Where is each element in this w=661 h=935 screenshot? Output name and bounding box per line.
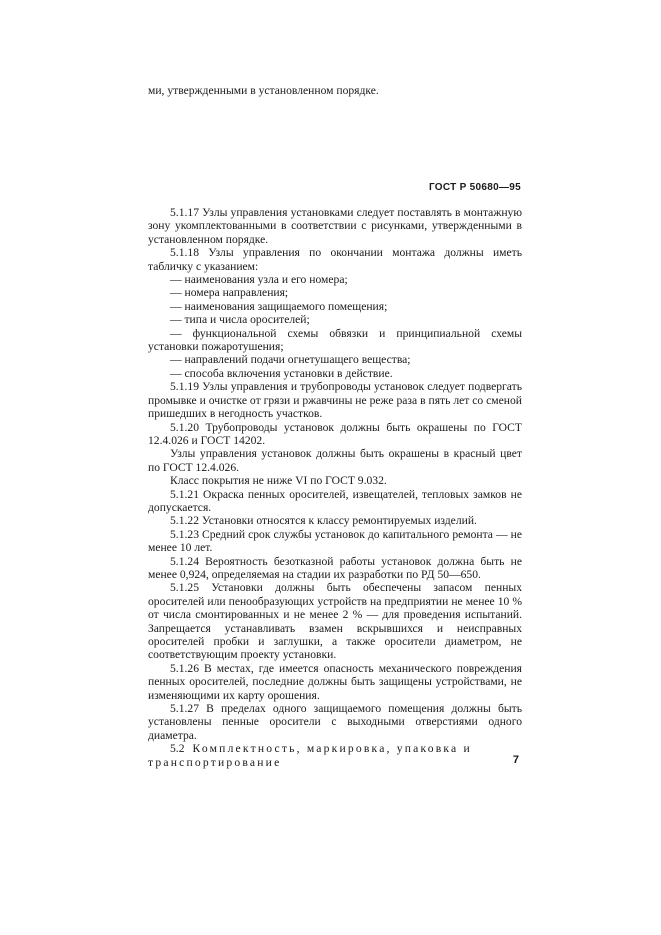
- section-number: 5.2: [170, 742, 185, 756]
- list-item: — функциональной схемы обвязки и принципиальной схемы установки пожаротушения;: [148, 326, 522, 354]
- paragraph-5-1-20: 5.1.20 Трубопроводы установок должны быть окрашены по ГОСТ 12.4.026 и ГОСТ 14202.: [148, 420, 522, 447]
- paragraph-5-1-25: 5.1.25 Установки должны быть обеспечены запасом пенных оросителей или пенообразующих устройств на предприятии не менее 10 % от числа смонтированных и не менее 2 % — для проведения испытаний. Запрещается устанавливать взамен вскрывшихся и неисправных оросителей пробки и заглушки, а также оросители диаметром, не соответствующим проекту установки.: [148, 581, 522, 662]
- paragraph-5-1-27: 5.1.27 В пределах одного защищаемого помещения должны быть установлены пенные оросители с выходными отверстиями одного диаметра.: [148, 702, 522, 742]
- section-heading-5-2: [148, 742, 522, 769]
- paragraph-continuation: ми, утвержденными в установленном порядке.: [148, 84, 379, 97]
- paragraph-5-1-20-color: Узлы управления установок должны быть окрашены в красный цвет по ГОСТ 12.4.026.: [148, 447, 522, 474]
- paragraph-5-1-24: 5.1.24 Вероятность безотказной работы установок должна быть не менее 0,924, определяемая на стадии их разработки по РД 50—650.: [148, 554, 522, 581]
- paragraph-5-1-19: 5.1.19 Узлы управления и трубопроводы установок следует подвергать промывке и очистке от грязи и ржавчины не реже раза в пять лет со сменой пришедших в негодность участков.: [148, 380, 522, 421]
- paragraph-5-1-22: 5.1.22 Установки относятся к классу ремонтируемых изделий.: [170, 514, 477, 528]
- list-item: — направлений подачи огнетушащего вещества;: [170, 353, 411, 367]
- list-item: — способа включения установки в действие.: [170, 366, 393, 380]
- page-number: 7: [512, 754, 519, 766]
- standard-header: ГОСТ Р 50680—95: [428, 182, 521, 193]
- top-fragment: [148, 84, 522, 97]
- paragraph-5-1-20-class: Класс покрытия не ниже VI по ГОСТ 9.032.: [170, 474, 387, 488]
- list-item: — наименования узла и его номера;: [170, 273, 348, 287]
- paragraph-5-1-17: 5.1.17 Узлы управления установками следует поставлять в монтажную зону укомплектованными в соответствии с рисунками, утвержденными в установленном порядке.: [148, 206, 522, 246]
- paragraph-5-1-23: 5.1.23 Средний срок службы установок до капитального ремонта — не менее 10 лет.: [148, 527, 522, 555]
- paragraph-5-1-18: 5.1.18 Узлы управления по окончании монтажа должны иметь табличку с указанием:: [148, 246, 522, 273]
- list-item: — типа и числа оросителей;: [170, 313, 310, 327]
- main-text: [148, 206, 522, 769]
- section-title: Комплектность, маркировка, упаковка и транспортирование: [148, 742, 472, 769]
- paragraph-5-1-26: 5.1.26 В местах, где имеется опасность механического повреждения пенных оросителей, последние должны быть защищены устройствами, не изменяющими их карту орошения.: [148, 661, 522, 702]
- list-item: — номера направления;: [170, 286, 289, 300]
- paragraph-5-1-21: 5.1.21 Окраска пенных оросителей, извещателей, тепловых замков не допускается.: [148, 487, 522, 514]
- list-item: — наименования защищаемого помещения;: [170, 299, 388, 313]
